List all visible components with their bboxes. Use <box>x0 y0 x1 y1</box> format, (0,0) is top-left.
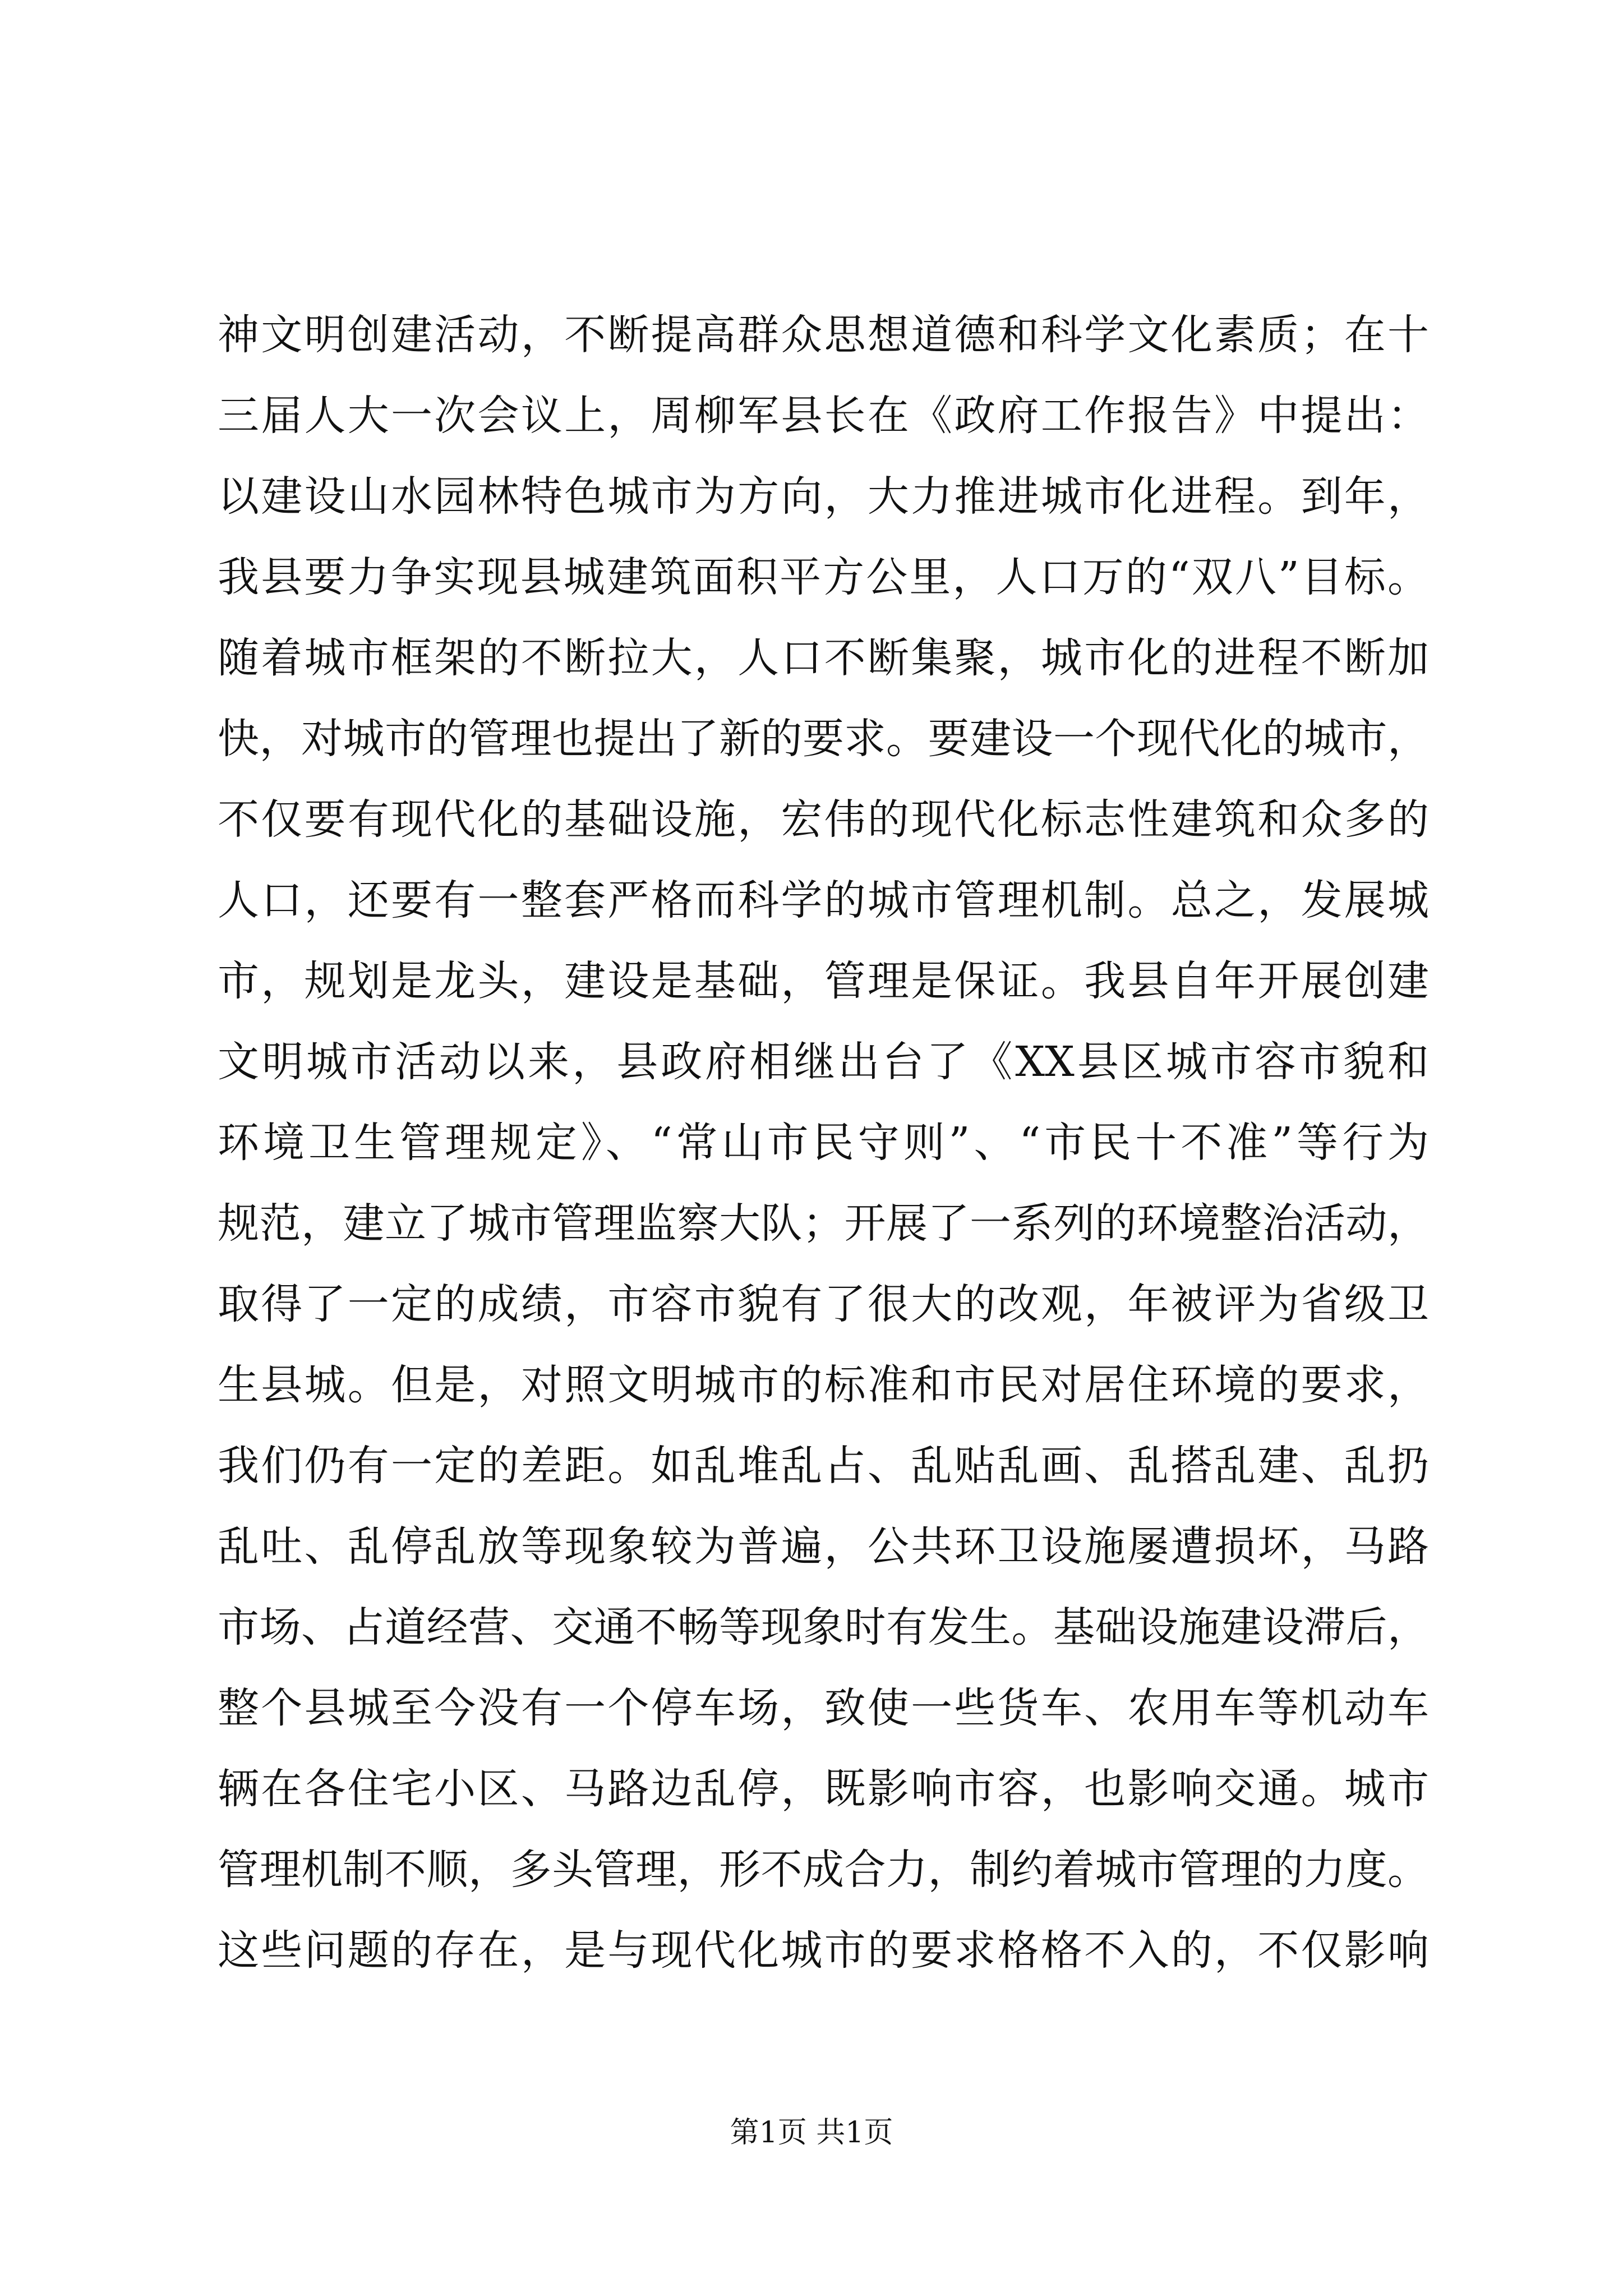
text-line: 人口，还要有一整套严格而科学的城市管理机制。总之，发展城 <box>218 876 1429 924</box>
text-line: 管理机制不顺，多头管理，形不成合力，制约着城市管理的力度。 <box>218 1846 1429 1894</box>
text-line: 快，对城市的管理也提出了新的要求。要建设一个现代化的城市， <box>218 715 1429 763</box>
text-line: 以建设山水园林特色城市为方向，大力推进城市化进程。到年， <box>218 472 1429 521</box>
text-line: 辆在各住宅小区、马路边乱停，既影响市容，也影响交通。城市 <box>218 1765 1429 1813</box>
page-number-footer: 第1页 共1页 <box>730 2116 893 2150</box>
text-line: 环境卫生管理规定》、“常山市民守则”、“市民十不准”等行为 <box>218 1119 1429 1167</box>
text-line: 不仅要有现代化的基础设施，宏伟的现代化标志性建筑和众多的 <box>218 795 1429 844</box>
text-line: 这些问题的存在，是与现代化城市的要求格格不入的，不仅影响 <box>218 1926 1429 1975</box>
text-line: 市场、占道经营、交通不畅等现象时有发生。基础设施建设滞后， <box>218 1603 1429 1651</box>
body-text <box>218 295 1429 1991</box>
text-line: 乱吐、乱停乱放等现象较为普遍，公共环卫设施屡遭损坏，马路 <box>218 1522 1429 1571</box>
text-line: 文明城市活动以来，县政府相继出台了《XX县区城市容市貌和 <box>218 1038 1429 1086</box>
text-line: 规范，建立了城市管理监察大队；开展了一系列的环境整治活动， <box>218 1199 1429 1248</box>
text-line: 随着城市框架的不断拉大，人口不断集聚，城市化的进程不断加 <box>218 634 1429 682</box>
text-line: 市，规划是龙头，建设是基础，管理是保证。我县自年开展创建 <box>218 957 1429 1005</box>
text-line: 取得了一定的成绩，市容市貌有了很大的改观，年被评为省级卫 <box>218 1280 1429 1328</box>
text-line: 我们仍有一定的差距。如乱堆乱占、乱贴乱画、乱搭乱建、乱扔 <box>218 1442 1429 1490</box>
text-line: 三届人大一次会议上，周柳军县长在《政府工作报告》中提出： <box>218 392 1429 440</box>
text-line: 神文明创建活动，不断提高群众思想道德和科学文化素质；在十 <box>218 311 1429 359</box>
text-line: 整个县城至今没有一个停车场，致使一些货车、农用车等机动车 <box>218 1684 1429 1732</box>
text-line: 生县城。但是，对照文明城市的标准和市民对居住环境的要求， <box>218 1361 1429 1409</box>
text-line: 我县要力争实现县城建筑面积平方公里，人口万的“双八”目标。 <box>218 553 1429 601</box>
